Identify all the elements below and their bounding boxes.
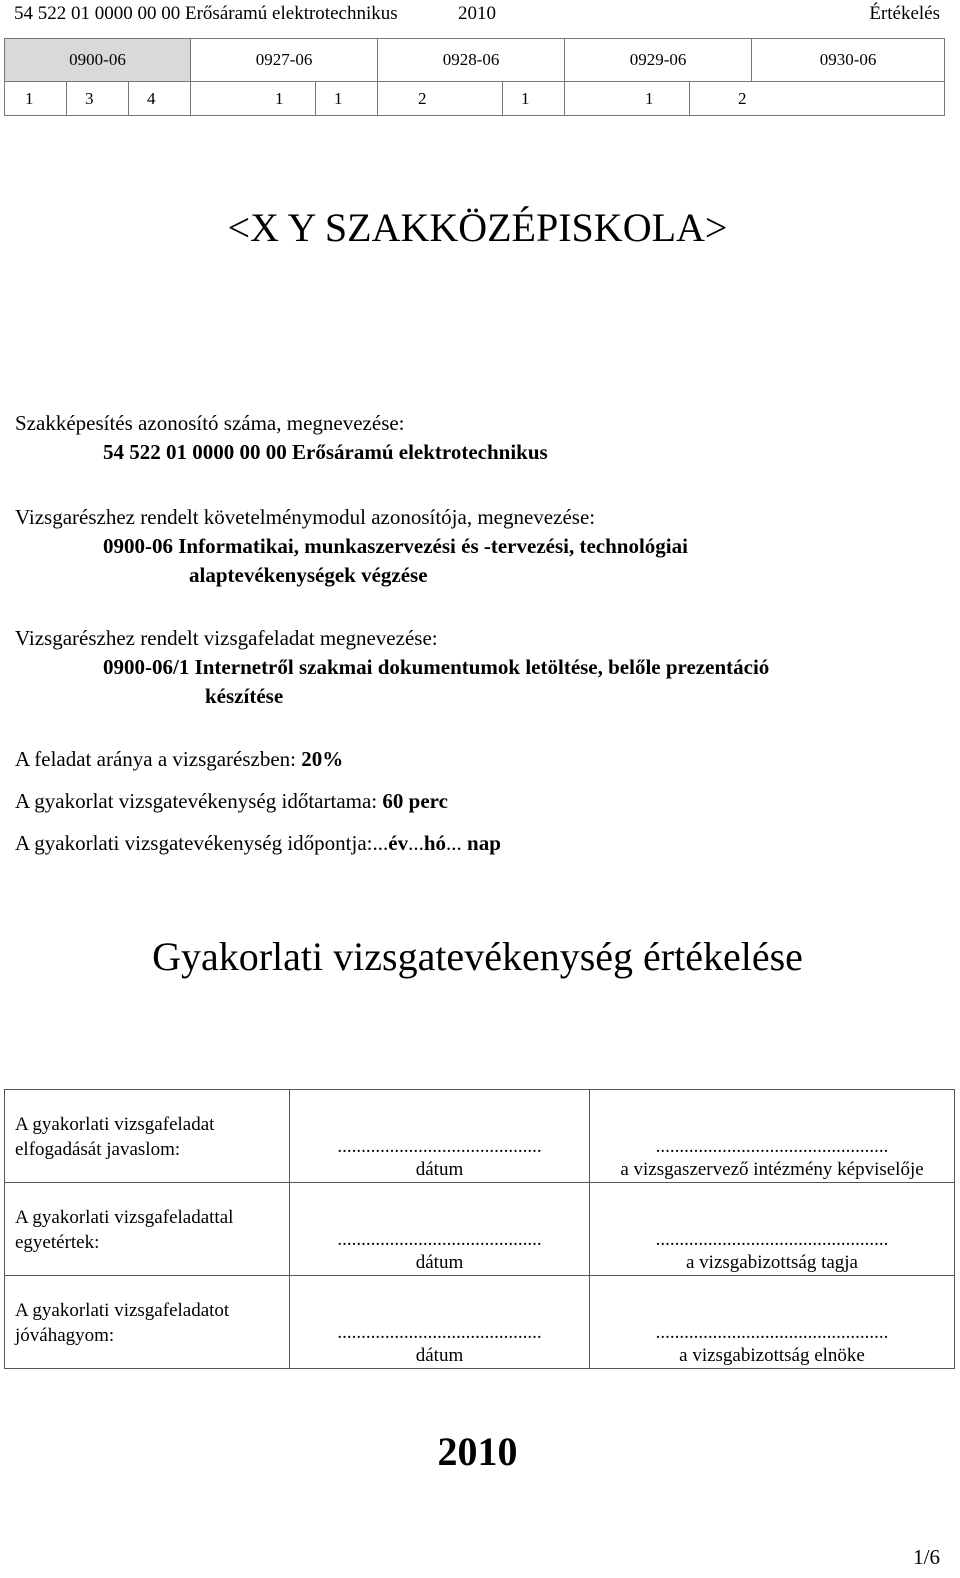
weight-cell: 2 xyxy=(690,82,945,116)
module-code-table xyxy=(4,38,945,116)
signature-blank: ................................................. xyxy=(655,1136,889,1157)
task-label: Vizsgarészhez rendelt vizsgafeladat megnevezése: xyxy=(15,626,438,650)
module-label: Vizsgarészhez rendelt követelménymodul azonosítója, megnevezése: xyxy=(15,505,596,529)
signature-label-cell xyxy=(5,1183,290,1276)
signature-blank: ................................................. xyxy=(655,1322,889,1343)
signer-cell xyxy=(590,1090,955,1183)
task-value-line1: 0900-06/1 Internetről szakmai dokumentumok letöltése, belőle prezentáció xyxy=(103,655,770,679)
evaluation-title: Gyakorlati vizsgatevékenység értékelése xyxy=(152,934,803,979)
signature-label: A gyakorlati vizsgafeladattal xyxy=(15,1207,234,1228)
date-blank: ........................................... xyxy=(337,1229,542,1250)
signer-role: a vizsgaszervező intézmény képviselője xyxy=(620,1159,924,1180)
signature-label: A gyakorlati vizsgafeladat xyxy=(15,1114,215,1135)
signer-cell xyxy=(590,1183,955,1276)
exam-date-label: A gyakorlati vizsgatevékenység időpontja: xyxy=(15,831,373,855)
date-caption: dátum xyxy=(415,1159,464,1180)
date-caption: dátum xyxy=(415,1252,464,1273)
signature-blank: ................................................. xyxy=(655,1229,889,1250)
signature-row xyxy=(5,1183,955,1276)
date-cell xyxy=(290,1276,590,1369)
ratio-value: 20% xyxy=(301,747,344,771)
header-section: Értékelés xyxy=(869,3,940,24)
weight-cell: 1 xyxy=(5,82,67,116)
module-code-cell: 0900-06 xyxy=(5,39,191,82)
year-blank: ... xyxy=(372,831,389,855)
ratio-label: A feladat aránya a vizsgarészben: xyxy=(15,747,297,771)
date-cell xyxy=(290,1183,590,1276)
signature-label-cell xyxy=(5,1276,290,1369)
day-blank: ... xyxy=(446,831,462,855)
month-blank: ... xyxy=(408,831,424,855)
signature-label: A gyakorlati vizsgafeladatot xyxy=(15,1300,230,1321)
signature-row xyxy=(5,1276,955,1369)
module-code-cell: 0928-06 xyxy=(378,39,565,82)
date-cell xyxy=(290,1090,590,1183)
duration-value: 60 perc xyxy=(382,789,448,813)
signer-role: a vizsgabizottság tagja xyxy=(686,1252,858,1273)
task-value-line2: készítése xyxy=(205,684,284,708)
duration-label: A gyakorlat vizsgatevékenység időtartama: xyxy=(15,789,378,813)
weight-cell: 1 xyxy=(565,82,690,116)
weight-cell: 3 xyxy=(67,82,129,116)
date-caption: dátum xyxy=(415,1345,464,1366)
duration-line xyxy=(15,789,448,814)
weight-cell: 1 xyxy=(316,82,378,116)
month-unit: hó xyxy=(423,831,447,855)
signature-row xyxy=(5,1090,955,1183)
signature-label: egyetértek: xyxy=(15,1232,100,1253)
qualification-label: Szakképesítés azonosító száma, megnevezése: xyxy=(15,411,405,435)
weight-cell: 1 xyxy=(191,82,316,116)
signature-label: jóváhagyom: xyxy=(15,1325,115,1346)
date-blank: ........................................... xyxy=(337,1136,542,1157)
page-number: 1/6 xyxy=(913,1545,940,1569)
header-year: 2010 xyxy=(458,3,496,24)
document-year: 2010 xyxy=(437,1429,518,1474)
signer-cell xyxy=(590,1276,955,1369)
weight-cell: 2 xyxy=(378,82,503,116)
day-unit: nap xyxy=(467,831,501,855)
date-blank: ........................................... xyxy=(337,1322,542,1343)
header-exam-title: 54 522 01 0000 00 00 Erősáramú elektrotechnikus xyxy=(14,3,398,24)
module-code-cell: 0930-06 xyxy=(752,39,945,82)
module-code-cell: 0927-06 xyxy=(191,39,378,82)
school-name: <X Y SZAKKÖZÉPISKOLA> xyxy=(227,205,728,250)
module-value-line2: alaptevékenységek végzése xyxy=(189,563,428,587)
module-code-row xyxy=(5,39,945,82)
signature-label-cell xyxy=(5,1090,290,1183)
signature-label: elfogadását javaslom: xyxy=(15,1139,181,1160)
module-code-cell: 0929-06 xyxy=(565,39,752,82)
weight-cell: 4 xyxy=(129,82,191,116)
module-value-line1: 0900-06 Informatikai, munkaszervezési és -tervezési, technológiai xyxy=(103,534,688,558)
qualification-value: 54 522 01 0000 00 00 Erősáramú elektrotechnikus xyxy=(103,440,548,464)
signature-table xyxy=(4,1089,955,1369)
ratio-line xyxy=(15,747,343,772)
signer-role: a vizsgabizottság elnöke xyxy=(679,1345,865,1366)
year-unit: év xyxy=(388,831,409,855)
weight-cell: 1 xyxy=(503,82,565,116)
weight-row xyxy=(5,82,945,116)
exam-date-line xyxy=(15,831,501,856)
